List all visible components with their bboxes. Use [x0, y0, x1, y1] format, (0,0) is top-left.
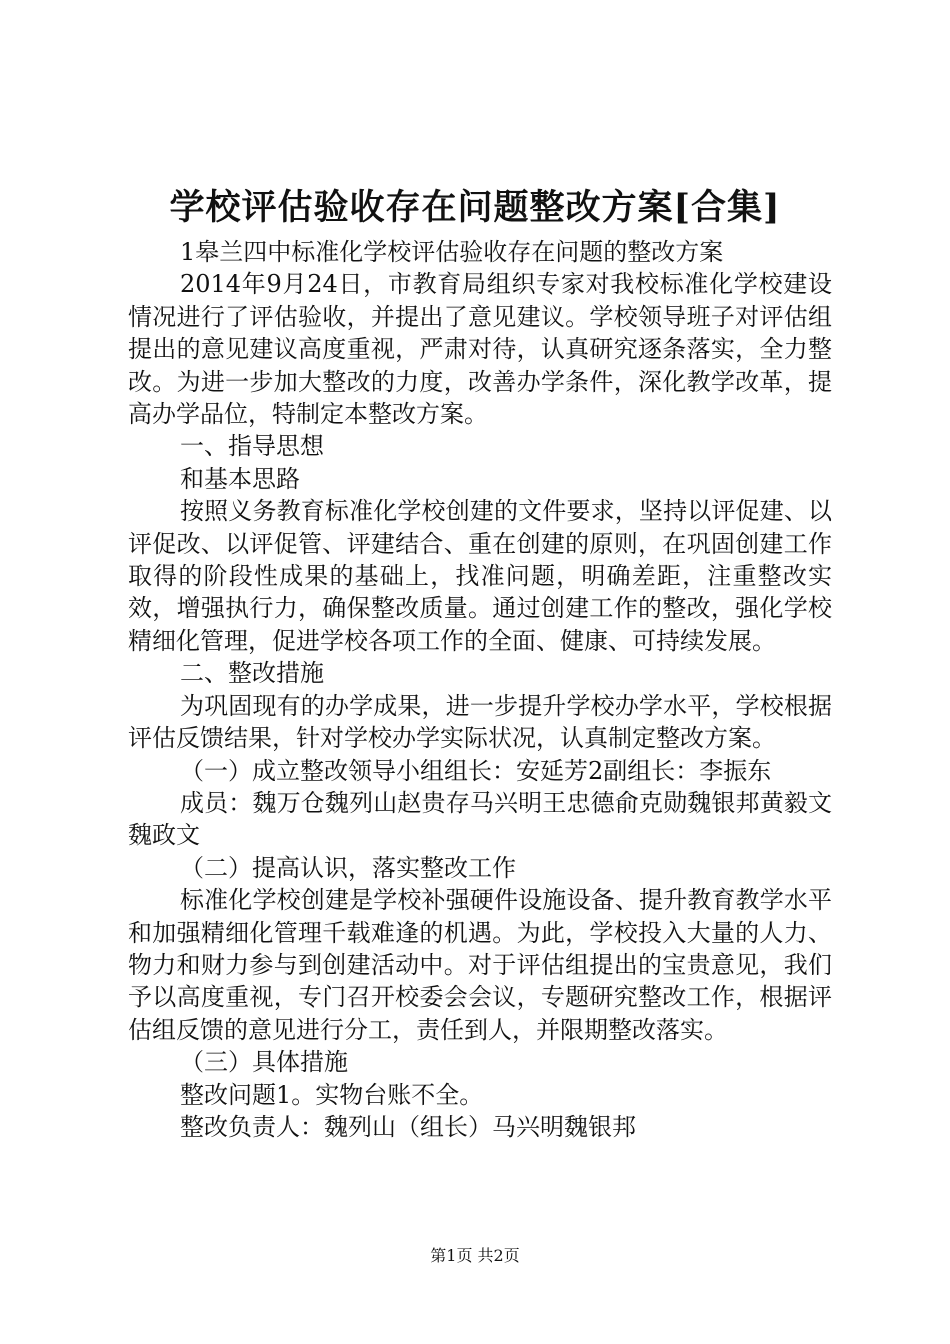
- subsection-specific-measures: （三）具体措施: [180, 1048, 348, 1077]
- document-body: [128, 236, 832, 1143]
- paragraph-issue-1-owner: 整改负责人：魏列山（组长）马兴明魏银邦: [180, 1112, 636, 1141]
- section-heading-basic-idea: 和基本思路: [180, 464, 300, 493]
- document-title: 学校评估验收存在问题整改方案[合集]: [169, 187, 781, 228]
- paragraph-intro: 2014年9月24日，市教育局组织专家对我校标准化学校建设情况进行了评估验收，并提出了意见建议。学校领导班子对评估组提出的意见建议高度重视，严肃对待，认真研究逐条落实，全力整改。为进一步加大整改的力度，改善办学条件，深化教学改革，提高办学品位，特制定本整改方案。: [128, 270, 832, 429]
- paragraph-issue-1: 整改问题1。实物台账不全。: [180, 1080, 484, 1109]
- paragraph-awareness: 标准化学校创建是学校补强硬件设施设备、提升教育教学水平和加强精细化管理千载难逢的机遇。为此，学校投入大量的人力、物力和财力参与到创建活动中。对于评估组提出的宝贵意见，我们予以高度重视，专门召开校委会会议，专题研究整改工作，根据评估组反馈的意见进行分工，责任到人，并限期整改落实。: [128, 886, 832, 1044]
- paragraph-measures-intro: 为巩固现有的办学成果，进一步提升学校办学水平，学校根据评估反馈结果，针对学校办学实际状况，认真制定整改方案。: [128, 691, 832, 753]
- subsection-leading-group: （一）成立整改领导小组组长：安延芳2副组长：李振东: [180, 756, 772, 785]
- paragraph-guiding-thought: 按照义务教育标准化学校创建的文件要求，坚持以评促建、以评促改、以评促管、评建结合、重在创建的原则，在巩固创建工作取得的阶段性成果的基础上，找准问题，明确差距，注重整改实效，增强执行力，确保整改质量。通过创建工作的整改，强化学校精细化管理，促进学校各项工作的全面、健康、可持续发展。: [128, 497, 832, 655]
- section-heading-measures: 二、整改措施: [180, 659, 324, 688]
- section-heading-guiding-thought: 一、指导思想: [180, 432, 324, 461]
- paragraph-members: 成员：魏万仓魏列山赵贵存马兴明王忠德俞克勋魏银邦黄毅文魏政文: [128, 788, 832, 850]
- page-footer: 第1页 共2页: [430, 1246, 520, 1265]
- subsection-awareness: （二）提高认识，落实整改工作: [180, 853, 516, 882]
- paragraph-heading-school: 1皋兰四中标准化学校评估验收存在问题的整改方案: [180, 238, 724, 266]
